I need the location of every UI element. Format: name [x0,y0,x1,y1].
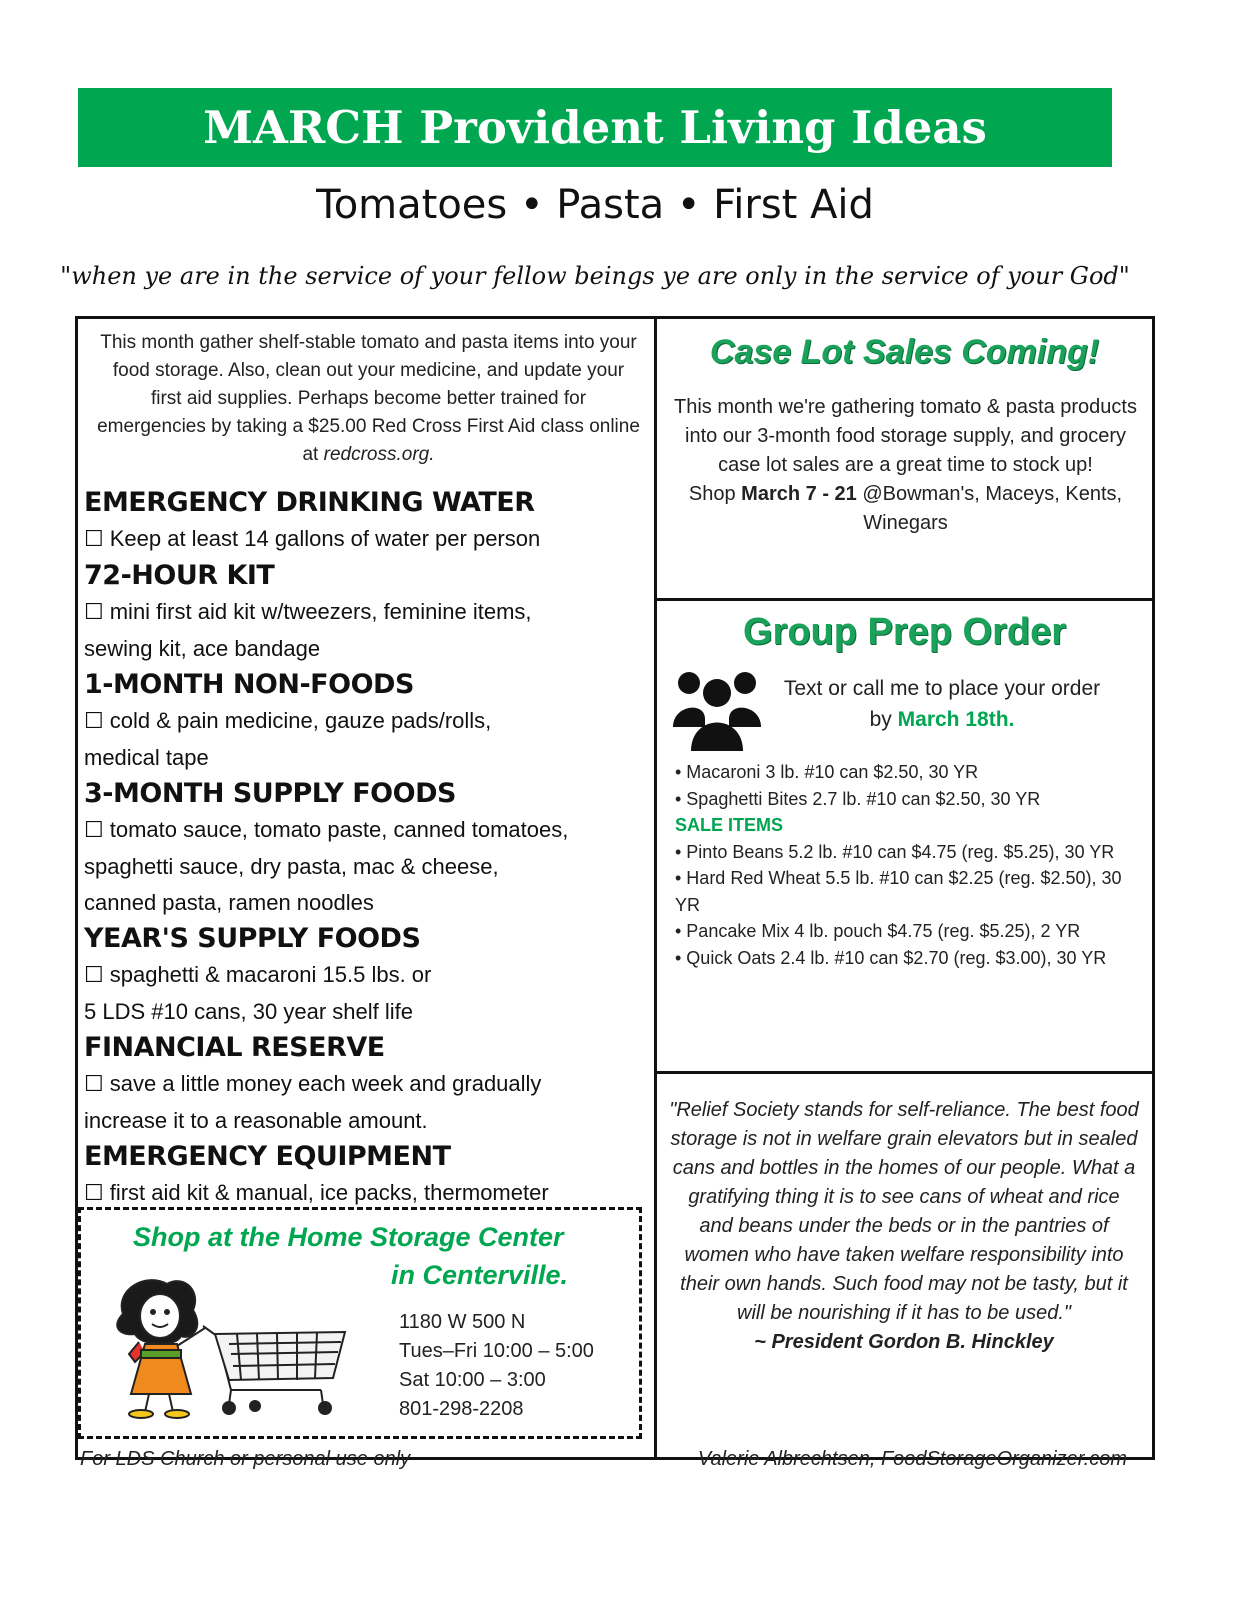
footer-right[interactable]: Valerie Albrechtsen, FoodStorageOrganizer.com [697,1448,1127,1470]
cta-text: Text or call me to place your order by [783,677,1101,731]
order-item-list [675,759,1140,971]
sale-item: • Hard Red Wheat 5.5 lb. #10 can $2.25 (reg. $2.50), 30 YR [675,868,1122,915]
intro-paragraph [96,329,641,469]
case-lot-heading: Case Lot Sales Coming! [709,333,1100,371]
sale-item: • Quick Oats 2.4 lb. #10 can $2.70 (reg. $3.00), 30 YR [675,947,1107,968]
checklist-sections [84,485,654,1212]
checklist-item [84,594,654,631]
case-lot-body [673,393,1138,538]
checklist-item-text: mini first aid kit w/tweezers, feminine items, [109,599,532,624]
header-quote: "when ye are in the service of your fellow beings ye are only in the service of your God" [60,262,1130,290]
checkbox-icon[interactable]: ☐ [84,527,104,552]
page-title: MARCH Provident Living Ideas [203,101,987,154]
checklist-item-text: 5 LDS #10 cans, 30 year shelf life [84,999,413,1024]
case-lot-text: This month we're gathering tomato & pasta products into our 3-month food storage supply, and grocery case lot sales are a great time to stock up! [674,396,1137,476]
section-title: FINANCIAL RESERVE [84,1032,385,1063]
section-title: 1-MONTH NON-FOODS [84,669,414,700]
checklist-item-text: save a little money each week and gradually [109,1071,542,1096]
checklist-item-text: cold & pain medicine, gauze pads/rolls, [109,708,492,733]
section-title: EMERGENCY EQUIPMENT [84,1141,451,1172]
checklist-item-text: first aid kit & manual, ice packs, thermometer [109,1180,549,1205]
checklist-item-text: Keep at least 14 gallons of water per person [109,526,541,551]
checklist-item [84,703,654,740]
footer-left: For LDS Church or personal use only [80,1448,411,1470]
sale-items-header: SALE ITEMS [675,815,784,835]
checklist-item [84,1103,654,1139]
store-info [399,1308,594,1424]
checklist-item-text: sewing kit, ace bandage [84,636,321,661]
checklist-item-text: spaghetti & macaroni 15.5 lbs. or [109,962,432,987]
shop-prefix: Shop [688,483,736,505]
checklist-panel [75,316,657,1460]
section-title: EMERGENCY DRINKING WATER [84,487,535,518]
store-hours-saturday: Sat 10:00 – 3:00 [399,1369,546,1391]
checklist-item [84,740,654,776]
sale-item: • Pinto Beans 5.2 lb. #10 can $4.75 (reg. $5.25), 30 YR [675,841,1115,862]
shop-dates: March 7 - 21 [741,483,857,505]
store-hours-weekday: Tues–Fri 10:00 – 5:00 [399,1340,594,1362]
group-prep-order-panel [654,598,1155,1074]
store-title-line1: Shop at the Home Storage Center [133,1222,564,1252]
order-item: • Macaroni 3 lb. #10 can $2.50, 30 YR [675,762,979,782]
intro-text: This month gather shelf-stable tomato and pasta items into your food storage. Also, clean out your medicine, and update your first aid supplies. Perhaps become better trained for emergencies by taking a $25.00 Red Cross First Aid class online at [97,332,640,465]
checkbox-icon[interactable]: ☐ [84,818,104,843]
checklist-item-text: canned pasta, ramen noodles [84,890,374,915]
page-subtitle: Tomatoes • Pasta • First Aid [316,182,874,228]
section-title: 3-MONTH SUPPLY FOODS [84,778,456,809]
hinckley-quote [669,1096,1139,1357]
intro-link[interactable]: redcross.org. [323,444,435,465]
hinckley-attribution: ~ President Gordon B. Hinckley [754,1331,1054,1353]
hinckley-quote-panel [654,1071,1155,1460]
page-title-banner [78,88,1112,167]
group-people-icon [671,669,763,751]
checkbox-icon[interactable]: ☐ [84,963,104,988]
section-title: YEAR'S SUPPLY FOODS [84,923,421,954]
home-storage-center-box [78,1207,642,1439]
store-address: 1180 W 500 N [399,1311,526,1333]
checkbox-icon[interactable]: ☐ [84,1072,104,1097]
checklist-item [84,957,654,994]
sale-item: • Pancake Mix 4 lb. pouch $4.75 (reg. $5.25), 2 YR [675,921,1081,941]
store-title-line2: in Centerville. [391,1260,569,1290]
checklist-item [84,631,654,667]
checkbox-icon[interactable]: ☐ [84,600,104,625]
shop-stores: @Bowman's, Maceys, Kents, Winegars [862,483,1123,534]
girl-with-shopping-cart-icon [105,1270,365,1420]
checklist-item-text: spaghetti sauce, dry pasta, mac & cheese, [84,854,499,879]
checklist-item [84,885,654,921]
checklist-item-text: medical tape [84,745,209,770]
checklist-item-text: tomato sauce, tomato paste, canned tomatoes, [109,817,569,842]
content-grid [75,316,1155,1460]
group-order-cta: Text or call me to place your order by March 18th. [783,677,1101,731]
checklist-item [84,521,654,558]
order-item: • Spaghetti Bites 2.7 lb. #10 can $2.50, 30 YR [675,788,1041,809]
group-order-heading: Group Prep Order [742,611,1067,653]
hinckley-quote-text: "Relief Society stands for self-reliance. The best food storage is not in welfare grain elevators but in sealed cans and bottles in the homes of our people. What a gratifying thing it is to see cans of wheat and rice and beans under the beds or in the pantries of women who have taken welfare responsibility into their own hands. Such food may not be tasty, but it will be nourishing if it has to be used." [669,1099,1139,1324]
checklist-item [84,849,654,885]
checkbox-icon[interactable]: ☐ [84,1181,104,1206]
checkbox-icon[interactable]: ☐ [84,709,104,734]
checklist-item [84,812,654,849]
store-phone[interactable]: 801-298-2208 [399,1398,524,1420]
checklist-item-text: increase it to a reasonable amount. [84,1108,428,1133]
case-lot-panel [654,316,1155,601]
checklist-item [84,994,654,1030]
checklist-item [84,1066,654,1103]
section-title: 72-HOUR KIT [84,560,275,591]
order-deadline: March 18th [897,708,1009,731]
